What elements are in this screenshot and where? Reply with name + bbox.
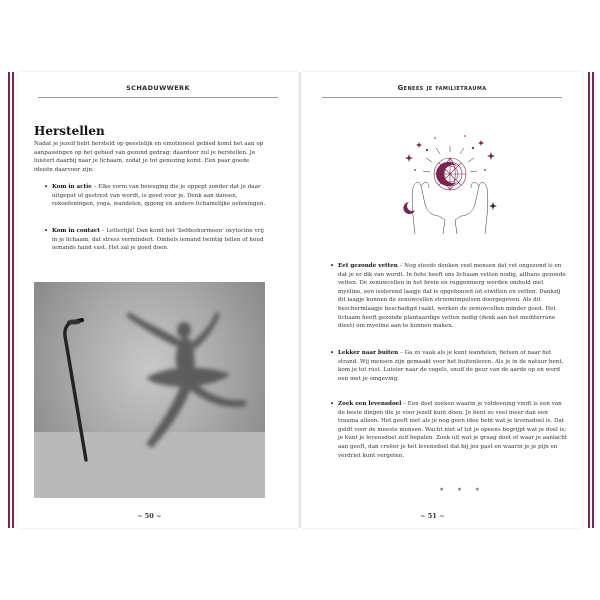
bullet-dot-icon: • [44,227,49,235]
intro-text: Nadat je jezelf hebt hersteld op geestelijk en emotioneel gebied komt het aan op aanpassingen op het gebied van gezond gedrag; daardoor zul je herstellen. Je luistert daarbij naar je lichaam, zodat je tot genezing komt. Een paar goede ideeën daarvoor zijn: [34,141,264,173]
bullet-text: – Een doel zoeken waarin je voldoening vindt is een van de beste dingen die je voor jezelf kunt doen. Je bent zo veel meer dan een trauma alleen. Het geeft niet als je nog geen idee hebt wat je levensdoel is. Dat geldt voor de meeste mensen. Wacht niet af tot je opeens begrijpt wat je doel is; je kunt je levensdoel zelf bepalen. Zoek uit wat je graag doet of waar je aanlacht aan geeft, dan creëer je het levensdoel dat bij jou past en waarin je je pijn en verdriet kunt vergeten. [338,401,568,459]
bullet-title: Lekker naar buiten [338,350,399,356]
folio-ornament-icon: ~ [156,512,162,520]
bullet-item [44,183,266,209]
bullet-item [330,400,568,460]
hands-moon-mandala-icon [395,124,505,240]
page-number: 51 [427,512,437,520]
right-folio [420,512,444,520]
bullet-text: – Nog steeds denken veel mensen dat vet ongezond is en dat je er dik van wordt. In feite heeft ons lichaam vetten nodig, althans gezonde vetten. De zenuwcellen in het brein en ruggenmerg worden omhuld met myeline, een isolerend laagje dat is opgebouwd uit eiwitten en vetten. Dankzij dit laagje kunnen de zenuwcellen stroomimpulsen doorgegeven. Als dit beschermlaagje beschadigd raakt, werken de zenuwcellen minder goed. Het lichaam heeft gezonde plantaardige vetten nodig (denk aan het mediterrane dieet) om myeline aan te kunnen maken. [338,263,566,330]
ballerina-shadow-icon [34,282,265,498]
bullet-item [330,262,568,331]
right-running-head: Genees je familietrauma [397,84,487,92]
folio-ornament-icon: ~ [439,512,445,520]
bullet-item [44,227,266,253]
bullet-text: – Letterlijk! Dan komt het 'liefdeshormoon' oxytocine vrij in je lichaam, dat stress vermindert. Omhels iemand twintig tellen of houd iemands hand vast. Het zal je goed doen. [52,228,264,252]
bullet-title: Kom in contact [52,228,100,234]
intro-paragraph [34,140,266,174]
left-header-rule [38,97,278,98]
bullet-item [330,349,568,383]
section-separator: * * * [440,487,485,495]
right-edge-bar [588,72,590,528]
book-gutter [299,72,301,528]
section-heading: Herstellen [34,124,105,138]
right-edge-bar-outer [592,72,594,528]
folio-ornament-icon: ~ [420,512,426,520]
right-header-rule [322,97,562,98]
bullet-text: – Ga zo vaak als je kunt wandelen, fietsen of naar het strand. Wij mensen zijn gemaakt voor het buitenleven. Als je in de natuur bent, kom je tot rust. Luister naar de vogels, snuif de geur van de aarde op en word een met je omgeving. [338,350,564,382]
left-running-head: SCHADUWWERK [126,84,190,92]
folio-ornament-icon: ~ [137,512,143,520]
left-edge-bar-inner [12,72,14,528]
bullet-dot-icon: • [330,349,335,357]
bullet-dot-icon: • [330,262,335,270]
left-edge-bar [8,72,10,528]
bullet-dot-icon: • [330,400,335,408]
bullet-title: Zoek een levensdoel [338,401,402,407]
left-folio [137,512,161,520]
ballerina-shadow-photo [34,282,265,498]
bullet-text: – Elke vorm van beweging die je oppept zonder dat je daar uitgeput of gestrest van wordt, is goed voor je. Denk aan dansen, rekoefeningen, yoga, wandelen, qigong en andere lichamelijke oefeningen. [52,184,266,208]
bullet-dot-icon: • [44,183,49,191]
page-number: 50 [144,512,154,520]
bullet-title: Eet gezonde vetten [338,263,398,269]
bullet-title: Kom in actie [52,184,92,190]
